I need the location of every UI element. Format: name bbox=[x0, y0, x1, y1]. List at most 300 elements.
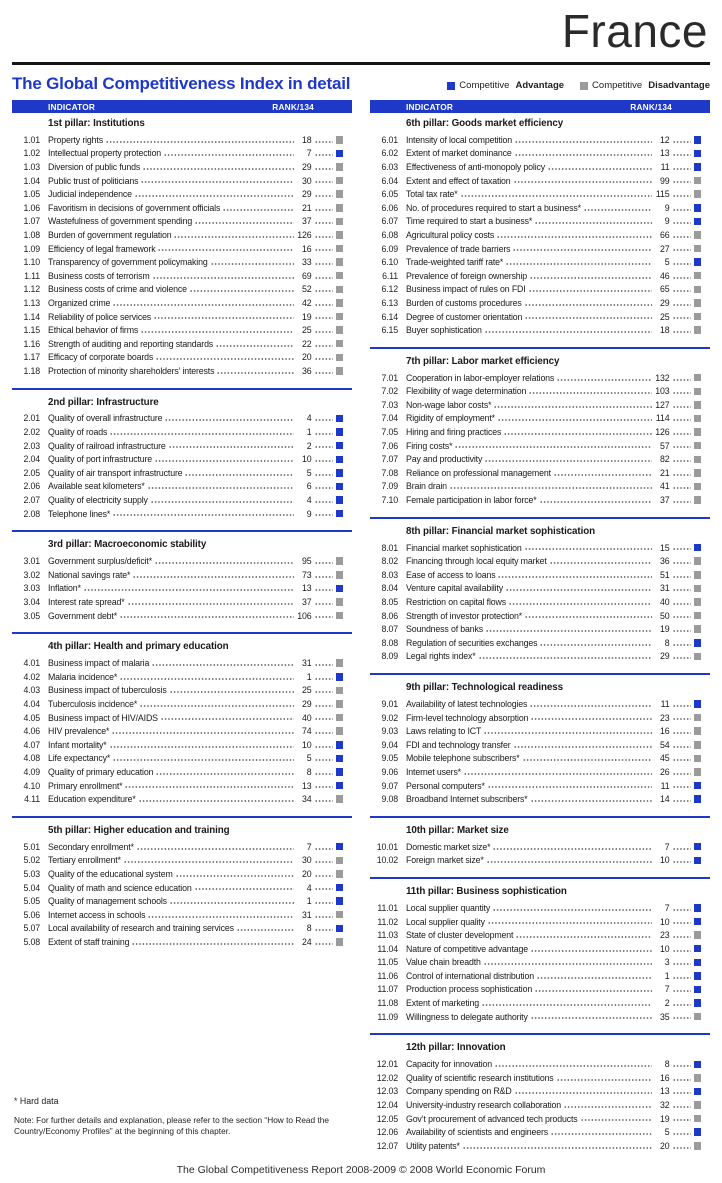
table-row bbox=[370, 956, 710, 970]
dot-leader bbox=[315, 248, 333, 252]
indicator-rank: 32 bbox=[660, 1100, 670, 1111]
indicator-label: Availability of scientists and engineers bbox=[406, 1127, 549, 1138]
dot-leader bbox=[673, 276, 691, 280]
dot-leader bbox=[120, 677, 293, 681]
dot-leader bbox=[673, 561, 691, 565]
dot-leader bbox=[315, 887, 333, 891]
dot-leader bbox=[509, 602, 652, 606]
disadvantage-square-icon bbox=[336, 557, 344, 565]
indicator-label: Company spending on R&D bbox=[406, 1086, 512, 1097]
indicator-number: 4.03 bbox=[23, 685, 40, 696]
disadvantage-square-icon bbox=[694, 401, 702, 409]
dot-leader bbox=[673, 289, 691, 293]
indicator-header-label: INDICATOR bbox=[406, 101, 454, 112]
advantage-square-icon bbox=[694, 795, 702, 803]
table-row bbox=[370, 996, 710, 1010]
table-row bbox=[370, 296, 710, 310]
indicator-rank: 18 bbox=[302, 134, 312, 145]
indicator-rank: 14 bbox=[660, 794, 670, 805]
indicator-label: Secondary enrollment* bbox=[48, 841, 134, 852]
indicator-label: Education expenditure* bbox=[48, 794, 136, 805]
section-divider bbox=[12, 388, 352, 390]
indicator-number: 7.01 bbox=[381, 372, 398, 383]
indicator-number: 5.06 bbox=[23, 909, 40, 920]
dot-leader bbox=[464, 772, 652, 776]
indicator-header-label: INDICATOR bbox=[48, 101, 96, 112]
dot-leader bbox=[153, 276, 294, 280]
dot-leader bbox=[673, 459, 691, 463]
indicator-number: 3.02 bbox=[23, 569, 40, 580]
dot-leader bbox=[315, 942, 333, 946]
advantage-square-icon bbox=[694, 843, 702, 851]
table-row bbox=[370, 697, 710, 711]
indicator-label: Primary enrollment* bbox=[48, 780, 123, 791]
indicator-label: No. of procedures required to start a business* bbox=[406, 202, 581, 213]
table-row bbox=[370, 724, 710, 738]
advantage-square-icon bbox=[336, 897, 344, 905]
dot-leader bbox=[673, 140, 691, 144]
indicator-label: Degree of customer orientation bbox=[406, 311, 523, 322]
indicator-rank: 31 bbox=[302, 658, 312, 669]
indicator-number: 11.01 bbox=[377, 902, 398, 913]
advantage-square-icon bbox=[694, 1088, 702, 1096]
indicator-rank: 11 bbox=[660, 698, 670, 709]
table-row bbox=[12, 752, 352, 766]
dot-leader bbox=[113, 303, 293, 307]
table-row bbox=[370, 283, 710, 297]
dot-leader bbox=[493, 908, 651, 912]
indicator-number: 12.07 bbox=[376, 1140, 398, 1151]
dot-leader bbox=[673, 847, 691, 851]
disadvantage-square-icon bbox=[336, 326, 344, 334]
indicator-label: Flexibility of wage determination bbox=[406, 386, 527, 397]
dot-leader bbox=[488, 921, 652, 925]
dot-leader bbox=[143, 167, 293, 171]
indicator-rank: 50 bbox=[660, 610, 670, 621]
dot-leader bbox=[479, 656, 652, 660]
disadvantage-square-icon bbox=[694, 313, 702, 321]
indicator-rank: 34 bbox=[302, 794, 312, 805]
indicator-rank: 7 bbox=[306, 841, 312, 852]
pillar-title: 11th pillar: Business sophistication bbox=[406, 886, 567, 898]
indicator-label: Ethical behavior of firms bbox=[48, 325, 139, 336]
indicator-label: Reliance on professional management bbox=[406, 467, 551, 478]
dot-leader bbox=[217, 371, 293, 375]
indicator-label: Quality of scientific research institutions bbox=[406, 1072, 554, 1083]
dot-leader bbox=[513, 248, 651, 252]
indicator-label: Willingness to delegate authority bbox=[406, 1011, 528, 1022]
table-row bbox=[370, 187, 710, 201]
advantage-square-icon bbox=[694, 959, 702, 967]
indicator-label: Availability of latest technologies bbox=[406, 698, 528, 709]
advantage-square-icon bbox=[694, 972, 702, 980]
table-row bbox=[370, 738, 710, 752]
sections-right bbox=[370, 117, 710, 1153]
dot-leader bbox=[137, 847, 294, 851]
indicator-number: 6.05 bbox=[381, 189, 398, 200]
disadvantage-square-icon bbox=[694, 456, 702, 464]
table-row bbox=[12, 656, 352, 670]
indicator-rank: 16 bbox=[302, 243, 312, 254]
indicator-label: Extent of staff training bbox=[48, 936, 130, 947]
disadvantage-square-icon bbox=[336, 136, 344, 144]
table-row bbox=[370, 650, 710, 664]
dot-leader bbox=[482, 1003, 652, 1007]
indicator-number: 2.04 bbox=[23, 454, 40, 465]
indicator-number: 1.11 bbox=[24, 270, 40, 281]
indicator-number: 4.06 bbox=[23, 726, 40, 737]
indicator-rank: 37 bbox=[660, 495, 670, 506]
dot-leader bbox=[140, 704, 293, 708]
indicator-rank: 4 bbox=[306, 882, 312, 893]
disadvantage-square-icon bbox=[694, 653, 702, 661]
indicator-rank: 18 bbox=[660, 325, 670, 336]
dot-leader bbox=[673, 316, 691, 320]
dot-leader bbox=[315, 262, 333, 266]
page-title: The Global Competitiveness Index in detail bbox=[12, 74, 351, 93]
dot-leader bbox=[673, 547, 691, 551]
indicator-rank: 9 bbox=[664, 202, 670, 213]
indicator-number: 1.10 bbox=[23, 257, 40, 268]
dot-leader bbox=[315, 799, 333, 803]
table-row bbox=[370, 228, 710, 242]
disadvantage-square-icon bbox=[336, 340, 344, 348]
dot-leader bbox=[523, 758, 652, 762]
disadvantage-square-icon bbox=[336, 598, 344, 606]
indicator-rank: 115 bbox=[655, 189, 670, 200]
indicator-number: 9.08 bbox=[381, 794, 398, 805]
table-row bbox=[12, 697, 352, 711]
dot-leader bbox=[551, 1132, 651, 1136]
indicator-rank: 7 bbox=[664, 841, 670, 852]
indicator-number: 7.04 bbox=[381, 413, 398, 424]
disadvantage-square-icon bbox=[336, 313, 344, 321]
dot-leader bbox=[506, 588, 651, 592]
dot-leader bbox=[673, 772, 691, 776]
indicator-label: Burden of government regulation bbox=[48, 229, 172, 240]
indicator-number: 4.08 bbox=[23, 753, 40, 764]
indicator-label: Infant mortality* bbox=[48, 739, 107, 750]
indicator-number: 8.05 bbox=[381, 597, 398, 608]
table-row bbox=[12, 412, 352, 426]
legend-disadvantage bbox=[580, 80, 710, 91]
dot-leader bbox=[486, 629, 651, 633]
indicator-label: Capacity for innovation bbox=[406, 1059, 493, 1070]
indicator-number: 1.12 bbox=[23, 284, 40, 295]
indicator-label: National savings rate* bbox=[48, 569, 131, 580]
indicator-number: 4.07 bbox=[23, 739, 40, 750]
dot-leader bbox=[515, 140, 651, 144]
indicator-rank: 15 bbox=[660, 542, 670, 553]
indicator-number: 7.08 bbox=[381, 467, 398, 478]
dot-leader bbox=[548, 167, 651, 171]
indicator-label: Quality of the educational system bbox=[48, 868, 173, 879]
indicator-label: Public trust of politicians bbox=[48, 175, 139, 186]
indicator-rank: 11 bbox=[660, 780, 670, 791]
indicator-rank: 2 bbox=[664, 998, 670, 1009]
indicator-label: Intensity of local competition bbox=[406, 134, 513, 145]
indicator-label: Life expectancy* bbox=[48, 753, 111, 764]
dot-leader bbox=[315, 344, 333, 348]
indicator-rank: 1 bbox=[664, 970, 670, 981]
dot-leader bbox=[498, 418, 652, 422]
dot-leader bbox=[485, 330, 652, 334]
indicator-label: FDI and technology transfer bbox=[406, 739, 511, 750]
indicator-number: 7.09 bbox=[381, 481, 398, 492]
table-row bbox=[12, 310, 352, 324]
dot-leader bbox=[673, 153, 691, 157]
advantage-square-icon bbox=[336, 456, 344, 464]
indicator-rank: 10 bbox=[302, 454, 312, 465]
table-row bbox=[370, 1139, 710, 1153]
disadvantage-square-icon bbox=[694, 496, 702, 504]
advantage-square-icon bbox=[336, 483, 344, 491]
table-row bbox=[12, 452, 352, 466]
indicator-rank: 41 bbox=[660, 481, 670, 492]
disadvantage-square-icon bbox=[694, 768, 702, 776]
indicator-rank: 26 bbox=[660, 766, 670, 777]
dot-leader bbox=[110, 432, 293, 436]
dot-leader bbox=[540, 643, 651, 647]
indicator-number: 8.07 bbox=[381, 624, 398, 635]
dot-leader bbox=[673, 908, 691, 912]
pillar-title: 8th pillar: Financial market sophistication bbox=[406, 525, 595, 537]
pillar-title: 10th pillar: Market size bbox=[406, 824, 509, 836]
dot-leader bbox=[174, 235, 293, 239]
indicator-rank: 10 bbox=[660, 943, 670, 954]
table-row bbox=[370, 840, 710, 854]
dot-leader bbox=[673, 1003, 691, 1007]
legend-disadvantage-label-bold: Disadvantage bbox=[648, 80, 710, 91]
indicator-rank: 8 bbox=[306, 766, 312, 777]
disadvantage-square-icon bbox=[336, 870, 344, 878]
indicator-rank: 36 bbox=[660, 556, 670, 567]
dot-leader bbox=[141, 330, 293, 334]
table-row bbox=[370, 901, 710, 915]
dot-leader bbox=[120, 615, 294, 619]
disadvantage-square-icon bbox=[336, 795, 344, 803]
indicator-number: 1.07 bbox=[23, 216, 40, 227]
indicator-number: 10.01 bbox=[376, 841, 398, 852]
table-row bbox=[12, 174, 352, 188]
dot-leader bbox=[484, 731, 651, 735]
indicator-rank: 10 bbox=[660, 916, 670, 927]
indicator-number: 6.15 bbox=[381, 325, 398, 336]
table-row bbox=[12, 480, 352, 494]
pillar-title: 5th pillar: Higher education and training bbox=[48, 824, 230, 836]
indicator-number: 6.09 bbox=[381, 243, 398, 254]
advantage-square-icon bbox=[336, 843, 344, 851]
indicator-label: Soundness of banks bbox=[406, 624, 484, 635]
dot-leader bbox=[170, 901, 294, 905]
table-row bbox=[12, 187, 352, 201]
disadvantage-square-icon bbox=[336, 245, 344, 253]
indicator-number: 4.09 bbox=[23, 766, 40, 777]
table-columns bbox=[12, 100, 710, 1153]
pillar-section bbox=[370, 673, 710, 806]
indicator-rank: 29 bbox=[302, 698, 312, 709]
table-row bbox=[370, 928, 710, 942]
dot-leader bbox=[315, 575, 333, 579]
indicator-rank: 27 bbox=[660, 243, 670, 254]
advantage-square-icon bbox=[336, 741, 344, 749]
column-header bbox=[370, 100, 710, 113]
dot-leader bbox=[315, 180, 333, 184]
table-row bbox=[370, 242, 710, 256]
indicator-label: Quality of overall infrastructure bbox=[48, 413, 163, 424]
legend-advantage bbox=[447, 80, 564, 91]
pillar-section bbox=[370, 347, 710, 507]
table-row bbox=[370, 269, 710, 283]
disadvantage-square-icon bbox=[694, 231, 702, 239]
table-row bbox=[370, 792, 710, 806]
dot-leader bbox=[484, 962, 652, 966]
dot-leader bbox=[514, 180, 652, 184]
indicator-rank: 13 bbox=[302, 780, 312, 791]
indicator-label: Restriction on capital flows bbox=[406, 597, 506, 608]
table-row bbox=[370, 147, 710, 161]
dot-leader bbox=[315, 500, 333, 504]
indicator-label: Utility patents* bbox=[406, 1140, 460, 1151]
dot-leader bbox=[170, 690, 294, 694]
indicator-number: 4.02 bbox=[23, 671, 40, 682]
dot-leader bbox=[673, 303, 691, 307]
table-row bbox=[370, 452, 710, 466]
dot-leader bbox=[673, 208, 691, 212]
indicator-label: Business impact of HIV/AIDS bbox=[48, 712, 158, 723]
table-row bbox=[12, 684, 352, 698]
disadvantage-square-icon bbox=[336, 231, 344, 239]
dot-leader bbox=[165, 418, 293, 422]
dot-leader bbox=[169, 445, 294, 449]
dot-leader bbox=[315, 847, 333, 851]
indicator-rank: 25 bbox=[660, 311, 670, 322]
disadvantage-square-icon bbox=[694, 428, 702, 436]
dot-leader bbox=[315, 677, 333, 681]
dot-leader bbox=[673, 989, 691, 993]
indicator-rank: 23 bbox=[660, 712, 670, 723]
disadvantage-square-icon bbox=[336, 258, 344, 266]
indicator-number: 8.09 bbox=[381, 651, 398, 662]
table-row bbox=[12, 466, 352, 480]
advantage-square-icon bbox=[336, 925, 344, 933]
indicator-number: 6.08 bbox=[381, 229, 398, 240]
indicator-label: Wastefulness of government spending bbox=[48, 216, 193, 227]
dot-leader bbox=[516, 935, 651, 939]
indicator-label: Foreign market size* bbox=[406, 855, 484, 866]
indicator-number: 6.02 bbox=[381, 148, 398, 159]
column-header bbox=[12, 100, 352, 113]
indicator-label: Business costs of crime and violence bbox=[48, 284, 187, 295]
table-row bbox=[12, 337, 352, 351]
indicator-number: 6.06 bbox=[381, 202, 398, 213]
pillar-section bbox=[12, 117, 352, 378]
indicator-number: 1.14 bbox=[23, 311, 40, 322]
advantage-square-icon bbox=[336, 673, 344, 681]
indicator-number: 12.03 bbox=[376, 1086, 398, 1097]
dot-leader bbox=[673, 235, 691, 239]
disadvantage-square-icon bbox=[694, 245, 702, 253]
indicator-rank: 51 bbox=[660, 569, 670, 580]
dot-leader bbox=[315, 690, 333, 694]
indicator-number: 11.04 bbox=[377, 943, 398, 954]
indicator-label: Brain drain bbox=[406, 481, 447, 492]
dot-leader bbox=[315, 418, 333, 422]
dot-leader bbox=[315, 513, 333, 517]
dot-leader bbox=[535, 989, 651, 993]
pillar-title: 12th pillar: Innovation bbox=[406, 1042, 506, 1054]
indicator-label: Malaria incidence* bbox=[48, 671, 118, 682]
dot-leader bbox=[498, 575, 651, 579]
indicator-number: 6.07 bbox=[381, 216, 398, 227]
dot-leader bbox=[315, 785, 333, 789]
indicator-rank: 4 bbox=[306, 495, 312, 506]
dot-leader bbox=[673, 378, 691, 382]
table-row bbox=[370, 371, 710, 385]
indicator-label: Diversion of public funds bbox=[48, 161, 141, 172]
indicator-number: 2.01 bbox=[23, 413, 40, 424]
table-row bbox=[370, 310, 710, 324]
disadvantage-square-icon bbox=[694, 388, 702, 396]
dot-leader bbox=[315, 140, 333, 144]
indicator-rank: 69 bbox=[302, 270, 312, 281]
disadvantage-square-icon bbox=[694, 571, 702, 579]
table-row bbox=[12, 554, 352, 568]
indicator-rank: 1 bbox=[306, 671, 312, 682]
indicator-label: Nature of competitive advantage bbox=[406, 943, 529, 954]
indicator-rank: 13 bbox=[660, 148, 670, 159]
indicator-label: Rigidity of employment* bbox=[406, 413, 495, 424]
indicator-number: 6.13 bbox=[381, 297, 398, 308]
indicator-rank: 114 bbox=[655, 413, 670, 424]
advantage-square-icon bbox=[694, 639, 702, 647]
dot-leader bbox=[494, 405, 651, 409]
indicator-label: Inflation* bbox=[48, 583, 81, 594]
indicator-number: 8.03 bbox=[381, 569, 398, 580]
indicator-number: 1.09 bbox=[23, 243, 40, 254]
indicator-rank: 7 bbox=[306, 148, 312, 159]
table-row bbox=[12, 867, 352, 881]
table-row bbox=[12, 507, 352, 521]
indicator-label: Value chain breadth bbox=[406, 957, 481, 968]
dot-leader bbox=[506, 262, 651, 266]
disadvantage-square-icon bbox=[694, 931, 702, 939]
indicator-label: Extent of marketing bbox=[406, 998, 479, 1009]
advantage-square-icon bbox=[694, 544, 702, 552]
indicator-label: Business impact of rules on FDI bbox=[406, 284, 526, 295]
table-row bbox=[370, 582, 710, 596]
indicator-rank: 23 bbox=[660, 930, 670, 941]
table-row bbox=[12, 269, 352, 283]
indicator-rank: 37 bbox=[302, 597, 312, 608]
indicator-number: 9.02 bbox=[381, 712, 398, 723]
indicator-number: 2.02 bbox=[23, 427, 40, 438]
indicator-number: 4.05 bbox=[23, 712, 40, 723]
disadvantage-square-icon bbox=[694, 272, 702, 280]
advantage-square-icon bbox=[694, 136, 702, 144]
dot-leader bbox=[164, 153, 293, 157]
indicator-rank: 29 bbox=[302, 189, 312, 200]
disadvantage-square-icon bbox=[694, 741, 702, 749]
indicator-number: 2.07 bbox=[23, 495, 40, 506]
pillar-title: 2nd pillar: Infrastructure bbox=[48, 396, 159, 408]
footnotes bbox=[14, 1096, 386, 1137]
indicator-rank: 6 bbox=[306, 481, 312, 492]
indicator-label: Business impact of malaria bbox=[48, 658, 150, 669]
indicator-number: 8.06 bbox=[381, 610, 398, 621]
dot-leader bbox=[315, 316, 333, 320]
dot-leader bbox=[110, 745, 294, 749]
